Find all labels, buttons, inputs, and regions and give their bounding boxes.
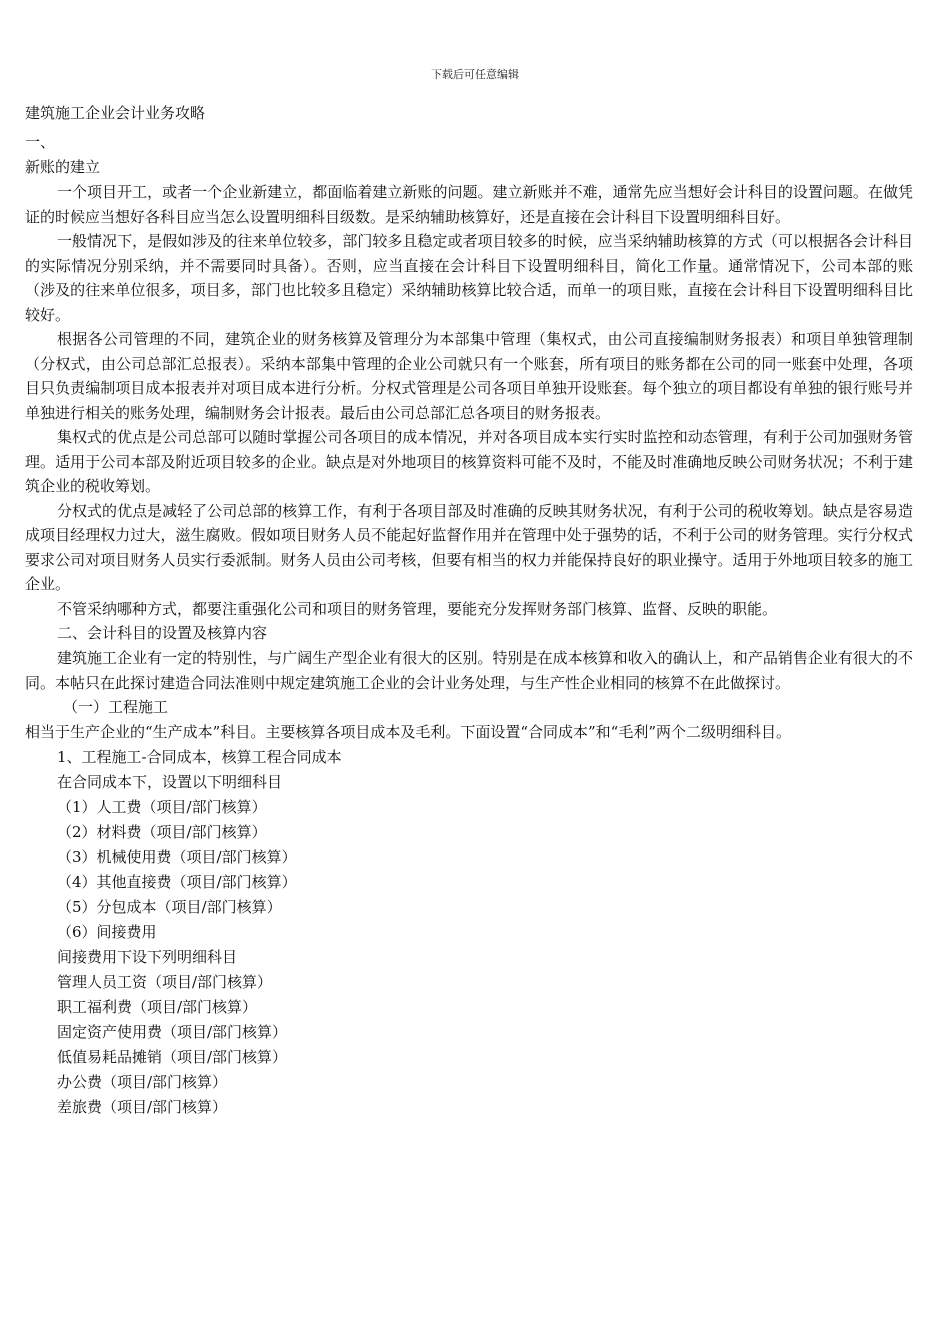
cost-item: （4）其他直接费（项目/部门核算） bbox=[57, 872, 297, 891]
indirect-item: 办公费（项目/部门核算） bbox=[57, 1072, 228, 1091]
paragraph-7: 建筑施工企业有一定的特别性，与广阔生产型企业有很大的区别。特别是在成本核算和收入的确认上，和产品销售企业有很大的不同。本帖只在此探讨建造合同法准则中规定建筑施工企业的会计业务处理，与生产性企业相同的核算不在此做探讨。 bbox=[25, 649, 913, 692]
indirect-item: 管理人员工资（项目/部门核算） bbox=[57, 972, 273, 991]
indirect-item: 职工福利费（项目/部门核算） bbox=[57, 997, 258, 1016]
indirect-intro: 间接费用下设下列明细科目 bbox=[57, 947, 238, 966]
cost-item: （6）间接费用 bbox=[57, 922, 157, 941]
indirect-item: 固定资产使用费（项目/部门核算） bbox=[57, 1022, 288, 1041]
cost-item: （1）人工费（项目/部门核算） bbox=[57, 797, 267, 816]
cost-item: （3）机械使用费（项目/部门核算） bbox=[57, 847, 297, 866]
paragraph-2: 一般情况下，是假如涉及的往来单位较多，部门较多且稳定或者项目较多的时候，应当采纳辅助核算的方式（可以根据各会计科目的实际情况分别采纳，并不需要同时具备）。否则，应当直接在会计科目下设置明细科目，简化工作量。通常情况下，公司本部的账（涉及的往来单位很多，项目多，部门也比较多且稳定）采纳辅助核算比较合适，而单一的项目账，直接在会计科目下设置明细科目比较好。 bbox=[25, 232, 913, 324]
item-1-title: 1、工程施工-合同成本，核算工程合同成本 bbox=[57, 747, 342, 766]
cost-item: （2）材料费（项目/部门核算） bbox=[57, 822, 267, 841]
subsection-1-title: （一）工程施工 bbox=[63, 698, 169, 716]
document-title: 建筑施工企业会计业务攻略 bbox=[25, 104, 206, 122]
item-1-intro: 在合同成本下，设置以下明细科目 bbox=[57, 772, 283, 791]
document-body bbox=[25, 101, 913, 1120]
section-1-number: 一、 bbox=[25, 133, 56, 151]
section-2-title: 二、会计科目的设置及核算内容 bbox=[57, 624, 268, 642]
section-1-title: 新账的建立 bbox=[25, 158, 101, 176]
paragraph-1: 一个项目开工，或者一个企业新建立，都面临着建立新账的问题。建立新账并不难，通常先应当想好会计科目的设置问题。在做凭证的时候应当想好各科目应当怎么设置明细科目级数。是采纳辅助核算好，还是直接在会计科目下设置明细科目好。 bbox=[25, 183, 913, 226]
paragraph-5: 分权式的优点是减轻了公司总部的核算工作，有利于各项目部及时准确的反映其财务状况，有利于公司的税收筹划。缺点是容易造成项目经理权力过大，滋生腐败。假如项目财务人员不能起好监督作用并在管理中处于强势的话，不利于公司的财务管理。实行分权式要求公司对项目财务人员实行委派制。财务人员由公司考核，但要有相当的权力并能保持良好的职业操守。适用于外地项目较多的施工企业。 bbox=[25, 501, 913, 593]
indirect-item: 差旅费（项目/部门核算） bbox=[57, 1097, 228, 1116]
cost-item: （5）分包成本（项目/部门核算） bbox=[57, 897, 282, 916]
paragraph-6: 不管采纳哪种方式，都要注重强化公司和项目的财务管理，要能充分发挥财务部门核算、监督、反映的职能。 bbox=[57, 599, 778, 618]
paragraph-8: 相当于生产企业的“生产成本”科目。主要核算各项目成本及毛利。下面设置“合同成本”和“毛利”两个二级明细科目。 bbox=[25, 723, 792, 741]
page-header: 下载后可任意编辑 bbox=[431, 68, 519, 81]
indirect-item: 低值易耗品摊销（项目/部门核算） bbox=[57, 1047, 288, 1066]
paragraph-3: 根据各公司管理的不同，建筑企业的财务核算及管理分为本部集中管理（集权式，由公司直接编制财务报表）和项目单独管理制（分权式，由公司总部汇总报表）。采纳本部集中管理的企业公司就只有一个账套，所有项目的账务都在公司的同一账套中处理，各项目只负责编制项目成本报表并对项目成本进行分析。分权式管理是公司各项目单独开设账套。每个独立的项目都设有单独的银行账号并单独进行相关的账务处理，编制财务会计报表。最后由公司总部汇总各项目的财务报表。 bbox=[25, 330, 913, 422]
paragraph-4: 集权式的优点是公司总部可以随时掌握公司各项目的成本情况，并对各项目成本实行实时监控和动态管理，有利于公司加强财务管理。适用于公司本部及附近项目较多的企业。缺点是对外地项目的核算资料可能不及时，不能及时准确地反映公司财务状况；不利于建筑企业的税收筹划。 bbox=[25, 428, 913, 495]
